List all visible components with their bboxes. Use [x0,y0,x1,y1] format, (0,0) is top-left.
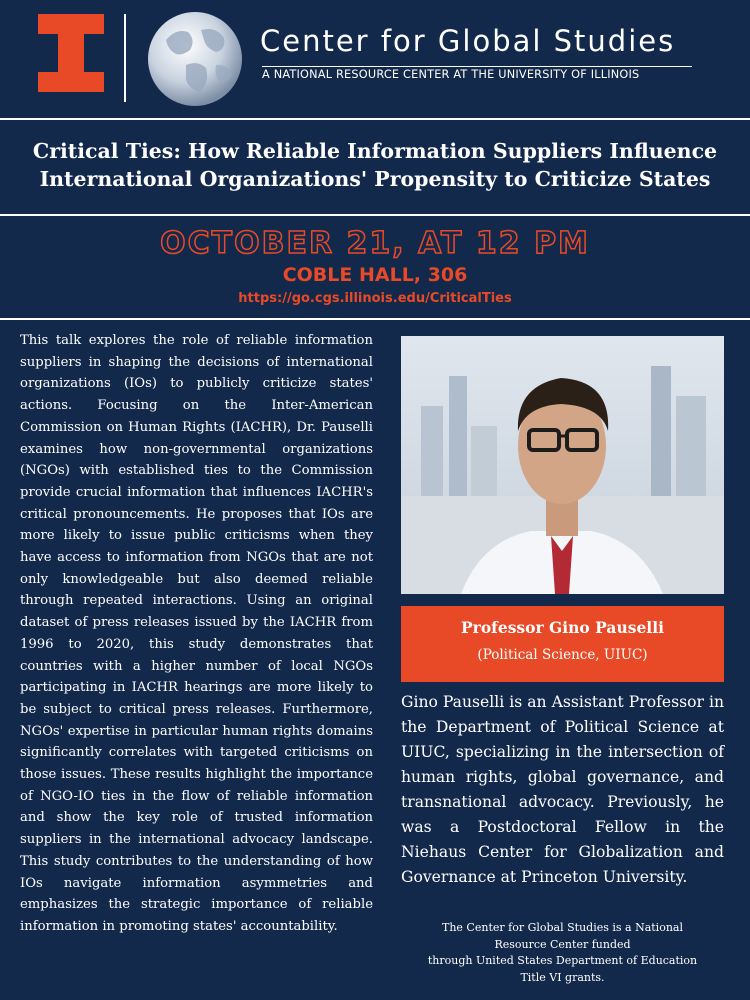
header [0,0,750,118]
funding-note [401,920,724,986]
funding-line1: The Center for Global Studies is a National [442,921,683,934]
event-url[interactable]: https://go.cgs.illinois.edu/CriticalTies [238,291,512,306]
block-i-logo [38,14,104,92]
title-rule [262,66,692,67]
speaker-name: Professor Gino Pauselli [461,618,664,637]
divider-top [0,118,750,120]
speaker-photo [401,336,724,594]
org-subtitle: A NATIONAL RESOURCE CENTER AT THE UNIVERSITY OF ILLINOIS [262,68,640,81]
divider [124,14,126,102]
event-date: OCTOBER 21, AT 12 PM [160,226,590,261]
talk-title [0,137,750,193]
event-venue: COBLE HALL, 306 [282,264,468,286]
org-name: Center for Global Studies [260,24,676,58]
funding-line4: Title VI grants. [520,970,605,984]
speaker-bio: Gino Pauselli is an Assistant Professor in the Department of Political Science at UIUC, specializing in the intersection of human rights, global governance, and transnational advocacy. Previously, he was a Postdoctoral Fellow in the Niehaus Center for Globalization and Governance at Princeton University. [401,693,724,886]
funding-line3: through United States Department of Education [427,954,698,967]
funding-line2: Resource Center funded [494,937,631,951]
divider-bottom [0,318,750,320]
divider-middle [0,214,750,216]
abstract-text: This talk explores the role of reliable information suppliers in shaping the decisions of international organizations (IOs) to publicly criticize states' actions. Focusing on the Inter-American Commission on Human Rights (IACHR), Dr. Pauselli examines how non-governmental organizations (NGOs) with established ties to the Commission provide crucial information that influences IACHR's critical pronouncements. He proposes that IOs are more likely to issue public criticisms when they have access to information from NGOs that are not only knowledgeable but also deemed reliable through repeated interactions. Using an original dataset of press releases issued by the IACHR from 1996 to 2020, this study demonstrates that countries with a higher number of local NGOs participating in IACHR hearings are more likely to be subject to critical press releases. Furthermore, NGOs' expertise in particular human rights domains significantly correlates with targeted criticisms on those issues. These results highlight the importance of NGO-IO ties in the flow of reliable information and show the key role of trusted information suppliers in the international advocacy landscape. This study contributes to the understanding of how IOs navigate information asymmetries and emphasizes the strategic importance of reliable information in promoting states' accountability. [20,333,373,934]
globe-icon [146,10,244,108]
speaker-department: (Political Science, UIUC) [477,647,648,663]
talk-title-line1: Critical Ties: How Reliable Information Suppliers Influence [32,139,718,163]
talk-title-line2: International Organizations' Propensity to Criticize States [39,167,711,191]
speaker-name-box [401,606,724,682]
